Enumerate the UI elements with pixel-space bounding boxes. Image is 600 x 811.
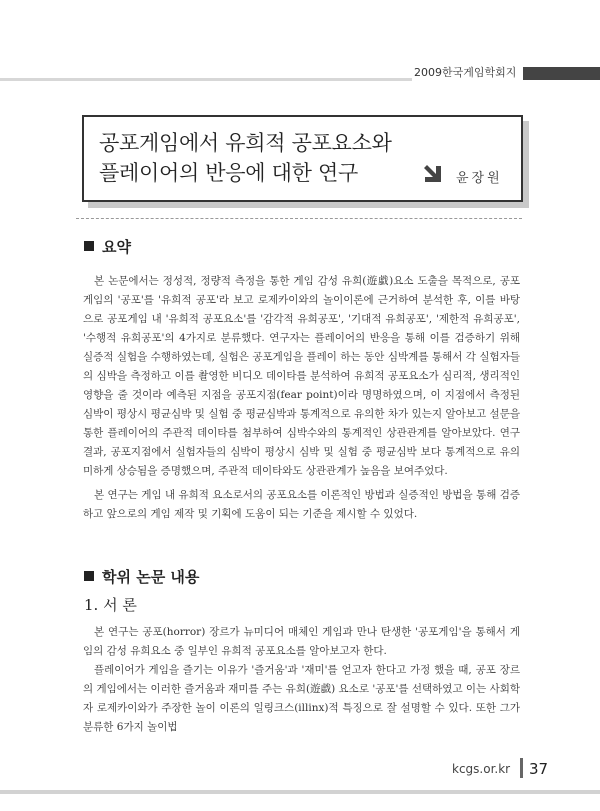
arrow-down-right-icon bbox=[424, 160, 448, 184]
footer-rule bbox=[0, 790, 600, 794]
page-number: 37 bbox=[529, 760, 549, 778]
thesis-heading-text: 학위 논문 내용 bbox=[102, 568, 200, 586]
divider bbox=[76, 218, 522, 219]
thesis-heading bbox=[84, 566, 199, 587]
body-paragraph-1: 본 연구는 공포(horror) 장르가 뉴미디어 매체인 게임과 만나 탄생한 '공포게임'을 통해서 게임의 감성 유희요소 중 일부인 유희적 공포요소를 알아보고자 한다. bbox=[83, 626, 520, 657]
title-box bbox=[82, 115, 523, 202]
body-paragraph-2: 플레이어가 게임을 즐기는 이유가 '즐거움'과 '재미'를 얻고자 한다고 가정 했을 때, 공포 장르의 게임에서는 이러한 즐거움과 재미를 주는 유희(遊戱) 요소로 '공포'를 선택하였고 이는 사회학자 로제카이와가 주장한 놀이 이론의 일링크스(illinx)적 특징으로 잘 설명할 수 있다. 또한 그가 분류한 6가지 놀이법 bbox=[83, 664, 520, 733]
bullet-square-icon bbox=[84, 571, 94, 581]
footer-site: kcgs.or.kr bbox=[452, 762, 511, 776]
abstract-heading-text: 요약 bbox=[102, 238, 131, 256]
header-bar bbox=[523, 67, 600, 80]
page-separator bbox=[520, 758, 523, 778]
author-name: 윤장원 bbox=[456, 171, 503, 186]
abstract-paragraph-2: 본 연구는 게임 내 유희적 요소로서의 공포요소를 이론적인 방법과 실증적인 방법을 통해 검증하고 앞으로의 게임 제작 및 기획에 도움이 되는 기준을 제시할 수 있었다. bbox=[83, 489, 520, 520]
paper-title-line-1: 공포게임에서 유희적 공포요소와 bbox=[99, 131, 392, 155]
abstract-heading bbox=[84, 236, 131, 257]
bullet-square-icon bbox=[84, 241, 94, 251]
journal-name: 2009한국게임학회지 bbox=[414, 66, 517, 79]
paper-title-line-2: 플레이어의 반응에 대한 연구 bbox=[99, 161, 358, 185]
section-title: 1. 서 론 bbox=[84, 596, 137, 614]
abstract-paragraph-1: 본 논문에서는 정성적, 정량적 측정을 통한 게임 감성 유희(遊戱)요소 도출을 목적으로, 공포게임의 '공포'를 '유희적 공포'라 보고 로제카이와의 놀이이론에 근거하여 분석한 후, 이를 바탕으로 공포게임 내 '유희적 공포요소'를 '감각적 유희공포', '기대적 유희공포', '제한적 유희공포', '수행적 유희공포'의 4가지로 분류했다. 연구자는 플레이어의 반응을 통해 이를 검증하기 위해 실증적 실험을 수행하였는데, 실험은 공포게임을 플레이 하는 동안 심박계를 통해서 각 실험자들의 심박을 측정하고 이를 촬영한 비디오 데이타를 분석하여 유희적 공포요소가 심리적, 생리적인 영향을 줄 것이라 예측된 지점을 공포지점(fear point)이라 명명하였으며, 이 지점에서 측정된 심박이 평상시 평균심박 및 실험 중 평균심박과 통계적으로 유의한 차가 있는지 알아보고 설문을 통한 플레이어의 주관적 데이타를 첨부하여 심박수와의 통계적인 상관관계를 알아보았다. 연구 결과, 공포지점에서 실험자들의 심박이 평상시 심박 및 실험 중 평균심박 보다 통계적으로 유의미하게 상승됨을 증명했으며, 주관적 데이타와도 상관관계가 높음을 보여주었다. bbox=[83, 275, 520, 477]
